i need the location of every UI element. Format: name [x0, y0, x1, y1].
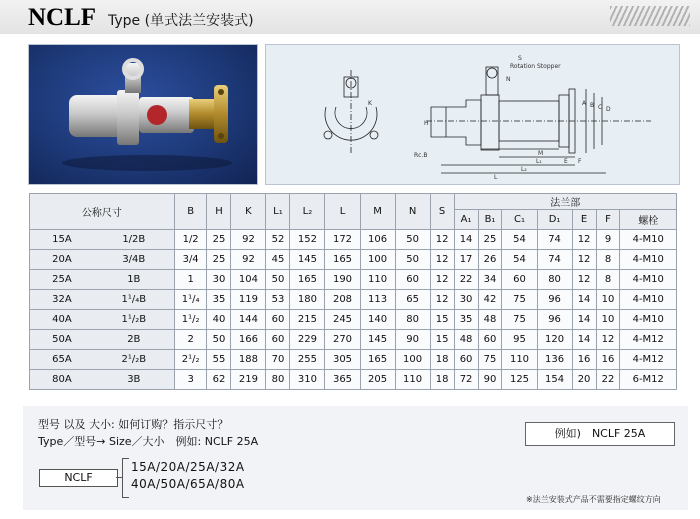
label-b: B: [590, 102, 595, 109]
table-cell: 8: [596, 270, 620, 290]
table-cell: 100: [360, 250, 395, 270]
table-row: [30, 350, 677, 370]
table-cell: 188: [231, 350, 266, 370]
size-b-cell: 1/2B: [94, 230, 174, 250]
table-cell: 12: [596, 330, 620, 350]
table-cell: 136: [537, 350, 572, 370]
table-cell: 3: [174, 370, 207, 390]
dimension-drawing-svg: [266, 45, 679, 184]
table-cell: 1: [174, 270, 207, 290]
size-a-cell: 80A: [30, 370, 94, 390]
page-title: NCLF: [28, 4, 97, 31]
table-cell: 30: [454, 290, 478, 310]
table-cell: 60: [478, 330, 502, 350]
table-cell: 96: [537, 310, 572, 330]
header-a1: A₁: [454, 210, 478, 230]
table-cell: 1¹/₂: [174, 310, 207, 330]
label-e: E: [564, 158, 568, 165]
table-cell: 110: [395, 370, 430, 390]
table-cell: 62: [207, 370, 231, 390]
table-cell: 4-M10: [620, 230, 677, 250]
table-row: [30, 250, 677, 270]
table-cell: 208: [325, 290, 360, 310]
header-d1: D₁: [537, 210, 572, 230]
size-b-cell: 2¹/₂B: [94, 350, 174, 370]
header-flange: 法兰部: [454, 194, 676, 210]
product-photo: [28, 44, 258, 185]
table-cell: 53: [266, 290, 290, 310]
table-cell: 74: [537, 230, 572, 250]
table-cell: 6-M12: [620, 370, 677, 390]
table-cell: 310: [290, 370, 325, 390]
table-cell: 15: [430, 330, 454, 350]
header-e: E: [572, 210, 596, 230]
table-cell: 90: [395, 330, 430, 350]
label-s: S: [518, 55, 522, 62]
table-cell: 100: [395, 350, 430, 370]
table-cell: 219: [231, 370, 266, 390]
table-cell: 15: [430, 310, 454, 330]
header-l1: L₁: [266, 194, 290, 230]
table-cell: 270: [325, 330, 360, 350]
table-cell: 12: [430, 250, 454, 270]
label-d: D: [606, 106, 611, 113]
table-cell: 95: [502, 330, 537, 350]
rotary-joint-illustration: [29, 45, 257, 184]
table-cell: 50: [207, 330, 231, 350]
size-a-cell: 40A: [30, 310, 94, 330]
label-rc-b: Rc.B: [414, 152, 428, 159]
label-rotation-stopper: Rotation Stopper: [510, 63, 561, 70]
table-cell: 60: [266, 310, 290, 330]
table-cell: 55: [207, 350, 231, 370]
table-cell: 90: [478, 370, 502, 390]
header-bolt: 螺栓: [620, 210, 677, 230]
size-a-cell: 50A: [30, 330, 94, 350]
table-cell: 50: [395, 250, 430, 270]
header-c1: C₁: [502, 210, 537, 230]
table-cell: 2: [174, 330, 207, 350]
table-cell: 154: [537, 370, 572, 390]
label-c: C: [598, 104, 603, 111]
table-cell: 54: [502, 250, 537, 270]
header-n: N: [395, 194, 430, 230]
table-cell: 110: [502, 350, 537, 370]
header-s: S: [430, 194, 454, 230]
size-a-cell: 32A: [30, 290, 94, 310]
size-b-cell: 2B: [94, 330, 174, 350]
table-cell: 12: [572, 250, 596, 270]
table-row: [30, 270, 677, 290]
size-a-cell: 25A: [30, 270, 94, 290]
table-cell: 75: [502, 290, 537, 310]
table-row: [30, 310, 677, 330]
table-cell: 96: [537, 290, 572, 310]
table-row: [30, 230, 677, 250]
table-cell: 365: [325, 370, 360, 390]
title-bar: [0, 0, 700, 34]
table-cell: 12: [430, 230, 454, 250]
label-l: L: [494, 174, 498, 181]
size-bracket: [122, 458, 129, 498]
table-cell: 20: [572, 370, 596, 390]
table-cell: 12: [572, 270, 596, 290]
table-cell: 215: [290, 310, 325, 330]
table-cell: 25: [478, 230, 502, 250]
table-cell: 34: [478, 270, 502, 290]
table-cell: 14: [454, 230, 478, 250]
ordering-question: 型号 以及 大小: 如何订购？指示尺寸？: [38, 418, 229, 431]
header-f: F: [596, 210, 620, 230]
table-cell: 4-M10: [620, 270, 677, 290]
table-cell: 35: [207, 290, 231, 310]
table-cell: 12: [572, 230, 596, 250]
table-cell: 70: [266, 350, 290, 370]
table-cell: 10: [596, 290, 620, 310]
decorative-hatching: [610, 6, 690, 26]
table-cell: 80: [266, 370, 290, 390]
table-cell: 2¹/₂: [174, 350, 207, 370]
table-cell: 16: [596, 350, 620, 370]
table-cell: 145: [290, 250, 325, 270]
table-cell: 4-M10: [620, 250, 677, 270]
table-cell: 140: [360, 310, 395, 330]
table-cell: 14: [572, 330, 596, 350]
table-cell: 74: [537, 250, 572, 270]
table-cell: 60: [266, 330, 290, 350]
label-l1: L₁: [536, 158, 542, 165]
table-cell: 48: [454, 330, 478, 350]
ordering-format: Type／型号→ Size／大小 例如: NCLF 25A: [38, 435, 259, 448]
sizes-line-2: 40A/50A/65A/80A: [131, 477, 245, 491]
table-cell: 113: [360, 290, 395, 310]
dimension-drawing: [265, 44, 680, 185]
table-cell: 1¹/₄: [174, 290, 207, 310]
table-cell: 120: [537, 330, 572, 350]
table-cell: 229: [290, 330, 325, 350]
table-cell: 40: [207, 310, 231, 330]
header-l: L: [325, 194, 360, 230]
table-cell: 205: [360, 370, 395, 390]
label-n: N: [506, 76, 511, 83]
size-a-cell: 65A: [30, 350, 94, 370]
table-cell: 125: [502, 370, 537, 390]
table-cell: 60: [395, 270, 430, 290]
table-cell: 92: [231, 230, 266, 250]
table-cell: 50: [395, 230, 430, 250]
table-cell: 30: [207, 270, 231, 290]
table-cell: 305: [325, 350, 360, 370]
table-cell: 106: [360, 230, 395, 250]
table-cell: 4-M10: [620, 310, 677, 330]
table-cell: 245: [325, 310, 360, 330]
example-box: 例如) NCLF 25A: [525, 422, 675, 446]
table-cell: 52: [266, 230, 290, 250]
table-cell: 25: [207, 250, 231, 270]
page-subtitle: Type (单式法兰安装式): [108, 13, 254, 29]
table-cell: 35: [454, 310, 478, 330]
table-cell: 18: [430, 350, 454, 370]
label-l2: L₂: [521, 166, 527, 173]
table-cell: 110: [360, 270, 395, 290]
table-cell: 75: [502, 310, 537, 330]
size-b-cell: 3/4B: [94, 250, 174, 270]
table-row: [30, 290, 677, 310]
table-cell: 165: [360, 350, 395, 370]
table-cell: 1/2: [174, 230, 207, 250]
table-cell: 80: [395, 310, 430, 330]
table-cell: 45: [266, 250, 290, 270]
table-cell: 10: [596, 310, 620, 330]
table-cell: 14: [572, 290, 596, 310]
table-cell: 14: [572, 310, 596, 330]
header-h: H: [207, 194, 231, 230]
table-cell: 4-M12: [620, 330, 677, 350]
table-cell: 18: [430, 370, 454, 390]
header-k: K: [231, 194, 266, 230]
sizes-line-1: 15A/20A/25A/32A: [131, 460, 245, 474]
table-row: [30, 330, 677, 350]
size-b-cell: 1¹/₂B: [94, 310, 174, 330]
table-cell: 48: [478, 310, 502, 330]
table-cell: 26: [478, 250, 502, 270]
table-row: [30, 370, 677, 390]
size-b-cell: 1¹/₄B: [94, 290, 174, 310]
table-cell: 4-M12: [620, 350, 677, 370]
table-cell: 16: [572, 350, 596, 370]
table-cell: 165: [325, 250, 360, 270]
size-a-cell: 15A: [30, 230, 94, 250]
table-cell: 80: [537, 270, 572, 290]
table-cell: 12: [430, 270, 454, 290]
table-cell: 190: [325, 270, 360, 290]
table-cell: 172: [325, 230, 360, 250]
spec-table: [29, 193, 677, 390]
table-cell: 60: [502, 270, 537, 290]
header-l2: L₂: [290, 194, 325, 230]
table-cell: 166: [231, 330, 266, 350]
table-cell: 75: [478, 350, 502, 370]
table-cell: 22: [596, 370, 620, 390]
label-a: A: [582, 100, 587, 107]
table-cell: 152: [290, 230, 325, 250]
header-b1: B₁: [478, 210, 502, 230]
table-cell: 50: [266, 270, 290, 290]
table-cell: 92: [231, 250, 266, 270]
table-cell: 54: [502, 230, 537, 250]
table-cell: 60: [454, 350, 478, 370]
table-cell: 145: [360, 330, 395, 350]
table-cell: 9: [596, 230, 620, 250]
table-cell: 104: [231, 270, 266, 290]
table-cell: 3/4: [174, 250, 207, 270]
table-cell: 180: [290, 290, 325, 310]
table-cell: 72: [454, 370, 478, 390]
label-m: M: [538, 150, 544, 157]
header-nominal-size: 公称尺寸: [30, 194, 175, 230]
label-k: K: [368, 100, 372, 107]
header-b: B: [174, 194, 207, 230]
table-cell: 8: [596, 250, 620, 270]
size-b-cell: 3B: [94, 370, 174, 390]
table-cell: 165: [290, 270, 325, 290]
size-b-cell: 1B: [94, 270, 174, 290]
flange-note: ※法兰安装式产品不需要指定螺纹方向: [526, 495, 661, 504]
table-cell: 255: [290, 350, 325, 370]
table-cell: 4-M10: [620, 290, 677, 310]
table-cell: 22: [454, 270, 478, 290]
label-f: F: [578, 158, 582, 165]
header-m: M: [360, 194, 395, 230]
model-box: NCLF: [39, 469, 118, 487]
table-cell: 17: [454, 250, 478, 270]
size-a-cell: 20A: [30, 250, 94, 270]
table-cell: 42: [478, 290, 502, 310]
table-cell: 25: [207, 230, 231, 250]
table-cell: 65: [395, 290, 430, 310]
label-h: H: [424, 120, 429, 127]
table-cell: 144: [231, 310, 266, 330]
table-cell: 119: [231, 290, 266, 310]
table-cell: 12: [430, 290, 454, 310]
